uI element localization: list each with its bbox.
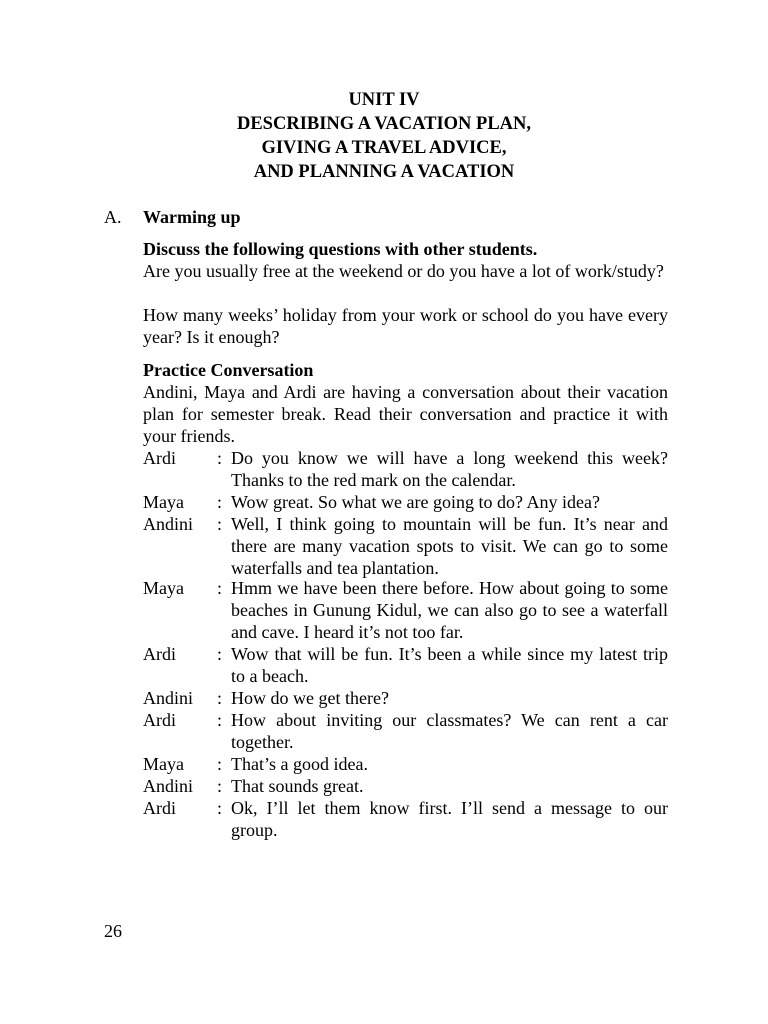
discuss-heading: Discuss the following questions with other students. bbox=[143, 239, 538, 259]
speaker-name: Andini bbox=[143, 514, 194, 534]
unit-title-line-3: AND PLANNING A VACATION bbox=[253, 162, 515, 182]
unit-number: UNIT IV bbox=[348, 90, 420, 110]
speaker-name: Maya bbox=[143, 492, 184, 512]
dialogue-text: Wow that will be fun. It’s been a while since my latest trip to a beach. bbox=[231, 644, 668, 686]
dialogue-text: That’s a good idea. bbox=[231, 754, 368, 774]
dialogue-text: Hmm we have been there before. How about going to some beaches in Gunung Kidul, we can also go to see a waterfall and cave. I heard it’s not too far. bbox=[231, 578, 668, 642]
section-heading: Warming up bbox=[143, 207, 241, 227]
page-number: 26 bbox=[104, 921, 122, 941]
speaker-colon: : bbox=[217, 492, 223, 512]
practice-intro: Andini, Maya and Ardi are having a conversation about their vacation plan for semester break. Read their conversation and practice it with your friends. bbox=[143, 382, 668, 446]
speaker-colon: : bbox=[217, 688, 223, 708]
speaker-colon: : bbox=[217, 448, 223, 468]
speaker-colon: : bbox=[217, 798, 223, 818]
speaker-name: Ardi bbox=[143, 448, 176, 468]
speaker-name: Andini bbox=[143, 776, 194, 796]
dialogue-text: How do we get there? bbox=[231, 688, 389, 708]
dialogue-text: Ok, I’ll let them know first. I’ll send a message to our group. bbox=[231, 798, 668, 840]
practice-heading: Practice Conversation bbox=[143, 360, 314, 380]
dialogue-text: That sounds great. bbox=[231, 776, 364, 796]
question-2: How many weeks’ holiday from your work or school do you have every year? Is it enough? bbox=[143, 305, 668, 347]
speaker-colon: : bbox=[217, 710, 223, 730]
unit-title bbox=[0, 88, 768, 184]
speaker-name: Maya bbox=[143, 578, 184, 598]
speaker-name: Ardi bbox=[143, 710, 176, 730]
speaker-name: Ardi bbox=[143, 798, 176, 818]
section-letter: A. bbox=[104, 207, 122, 227]
speaker-colon: : bbox=[217, 514, 223, 534]
dialogue-text: Well, I think going to mountain will be fun. It’s near and there are many vacation spots to visit. We can go to some waterfalls and tea plantation. bbox=[231, 514, 668, 578]
unit-title-line-1: DESCRIBING A VACATION PLAN, bbox=[236, 114, 531, 134]
speaker-name: Maya bbox=[143, 754, 184, 774]
dialogue-text: How about inviting our classmates? We can rent a car together. bbox=[231, 710, 668, 752]
dialogue-text: Do you know we will have a long weekend this week? Thanks to the red mark on the calendar. bbox=[231, 448, 668, 490]
speaker-colon: : bbox=[217, 776, 223, 796]
speaker-name: Ardi bbox=[143, 644, 176, 664]
dialogue-text: Wow great. So what we are going to do? Any idea? bbox=[231, 492, 600, 512]
speaker-colon: : bbox=[217, 578, 223, 598]
speaker-name: Andini bbox=[143, 688, 194, 708]
question-1: Are you usually free at the weekend or do you have a lot of work/study? bbox=[143, 261, 664, 281]
speaker-colon: : bbox=[217, 754, 223, 774]
unit-title-line-2: GIVING A TRAVEL ADVICE, bbox=[261, 138, 507, 158]
speaker-colon: : bbox=[217, 644, 223, 664]
